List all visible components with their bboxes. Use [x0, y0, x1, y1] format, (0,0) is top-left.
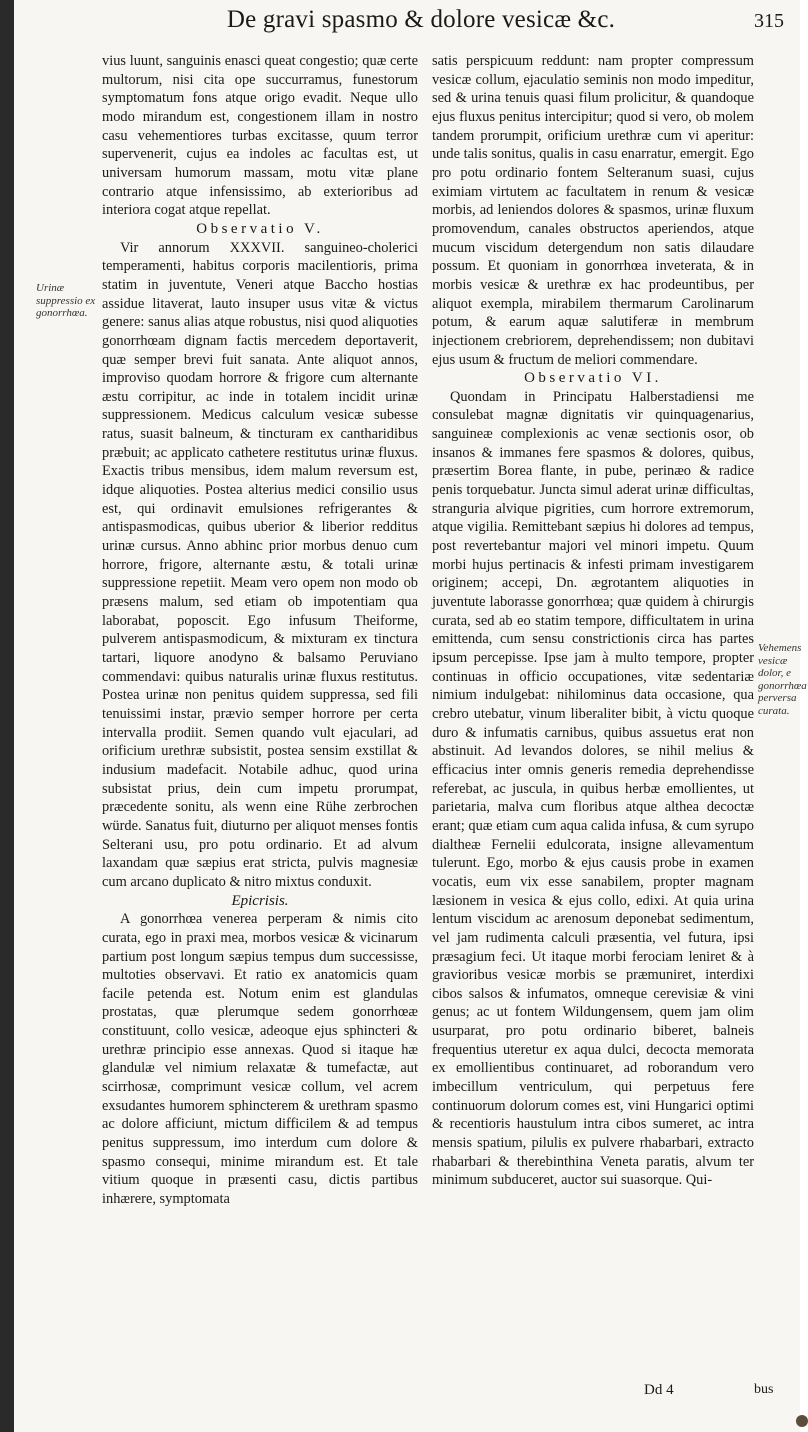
paragraph-observation-6: Quondam in Principatu Halberstadiensi me consulebat magnæ dignitatis vir quinquagenarius, sanguineæ complexionis ac venæ sectionis osor, ob insanos & immanes fere spasmos & dolores, quibus, præsertim Borea flante, in pube, perinæo & radice penis torquebatur. Juncta simul aderat urinæ difficultas, stranguria alvique pigrities, cum horrore extremorum, atque vigilia. Remittebant sæpius hi dolores ad tempus, post revertebantur majori vel minori impetu. Quum morbi hujus pertinacis & infesti primam investigarem originem; accepi, Dn. ægrotantem aliquoties in juventute laborasse gonorrhœa; quæ quidem à chirurgis curata, sed ab eo statim tempore, difficultatem in urina emittenda, cum sensu constrictionis circa has partes ipsum percepisse. Ipse jam à multo tempore, propter continuas in officio occupationes, vitæ sedentariæ nimium indulgebat: nihilominus data occasione, qua crebro utebatur, vinum liberaliter bibit, à victu quoque duro & infumatis carnibus, quibus assuetus erat non abstinuit. Ad levandos dolores, se nihil melius & efficacius inter omnis generis remedia deprehendisse referebat, ac jusculа, in quibus herbæ emollientes, ut parietaria, malva cum floribus atque althea decoctæ erant; quæ etiam cum aqua calida infusa, & cum syrupo dialtheæ Fernelii edulcorata, insigne allevamentum tulerunt. Ego, morbo & ejus causis probe in examen vocatis, eum vix esse sanabilem, propter magnam læsionem in vesica & ejus collo, edixi. At quia urina lentum viscidum ac arenosum deponebat sedimentum, vel jam rudimenta calculi præsentia, vel futura, ipsi præsagium feci. Ut itaque morbi ferociam leniret & à gravioribus vesicæ morbis se præmuniret, interdixi cibos salsos & infumatos, omneque cerevisiæ & vini genus; ac ut fontem Wildungensem, quem jam olim usurparat, pro potu ordinario biberet, balneis frequentius uteretur ex aqua dulci, decocta memorata ex emollientibus continuaret, ad roborandum vero imbecillum ventriculum, qui perpetuus fere continuorum dolorum comes est, vini Hungarici optimi & recentioris haustulum intra cibos sumeret, ac intra mensis spatium, pilulis ex pulvere rhabarbari, extracto rhabarbari & therebinthina Veneta paratis, alvum ter minimum subduceret, auctor sui suasorque. Qui- [432, 388, 754, 1189]
paragraph-observation-5: Vir annorum XXXVII. sanguineo-cholerici temperamenti, habitus corporis macilentioris, prima statim in juventute, Veneri atque Baccho hostias assidue litaverat, lauto insuper usus vitæ & victus genere: sanus alias atque robustus, nisi quod aliquoties gonorrhœam dignam factis mercedem deportaverit, quæ semper brevi fuit sanata. Ante aliquot annos, improviso quodam horrore & frigore cum alternante æstu corripitur, ac inde in totalem incidit urinæ suppressionem. Medicus calculum vesicæ subesse ratus, suasit balneum, & tincturam ex cantharidibus præbuit; ac applicato cathetere restitutus urinæ fluxus. Exactis tribus mensibus, idem malum reversum est, idque aliquoties. Postea alterius medici consilio usus est, qui ordinavit emulsiones refrigerantes & antispasmodicas, quibus uberior & liberior redditus urinæ cursus. Anno abhinc prior morbus denuo cum horrore, frigore, alternante æstu, & totali urinæ suppressione repetiit. Meam vero opem non modo ob præsens malum, sed etiam ob impotentiam qua laborabat, poposcit. Ego infusum Theiforme, pulverem antispasmodicum, & mixturam ex tinctura tartari, liquore anodyno & balsamo Peruviano commendavi: quibus naturalis urinæ fluxus restitutus. Postea urinæ non penitus quidem suppressa, sed fili tenuissimi instar, prævio semper horrore per certa intervalla prodiit. Semen quando vult ejaculari, ad orificium urethræ subsistit, postea sensim exstillat & indusium madefacit. Notabile adhuc, quod urina subsistat prius, dein cum impetu prorumpat, præcedente sonitu, als wenn eine Rühe zerbrochen würde. Sanatus fuit, diuturno per aliquot menses fontis Selterani usu, pro potu ordinario. Et ad alvum laxandam quæ sæpius erat stricta, pulvis magnesiæ cum arcano duplicato & nitro mixtus conduxit. [102, 239, 418, 890]
catchword: bus [754, 1382, 774, 1397]
running-header [104, 6, 784, 46]
margin-note-right: Vehemens vesicæ dolor, e gonorrhœa perversa curata. [758, 642, 807, 717]
paragraph-continuation: satis perspicuum reddunt: nam propter compressum vesicæ collum, ejaculatio seminis non modo impeditur, sed & urina tenuis quasi filum prolicitur, & quandoque ejus fluxus penitus intercipitur; quod si vero, ob molem tandem prorumpit, orificium urethræ cum vi aperitur: unde talis sonitus, qualis in casu enarratur, emergit. Ego pro potu ordinario fontem Selteranum suasi, cujus eximiam virtutem ac facultatem in renum & vesicæ morbis, ad leniendos dolores & spasmos, urinæ fluxum promovendum, canales obstructos aperiendos, atque mucum viscidum detergendum non satis dilaudare possum. Et quoniam in gonorrhœa inveterata, & in morbis vesicæ & urethræ ex hac prodeuntibus, per aliquot exempla, mirabilem thermarum Carolinarum potum, & earum aquæ salutiferæ in membrum injectionem crebriorem, deprehendissem; non dubitavi ejus usum & fructum de meliori commendare. [432, 53, 754, 368]
running-title: De gravi spasmo & dolore vesicæ &c. [226, 6, 616, 33]
page-number: 315 [754, 10, 784, 32]
margin-note-left: Urinæ suppressio ex gonorrhœa. [36, 282, 96, 319]
right-column [432, 52, 754, 1190]
epicrisis-heading: Epicrisis. [231, 892, 289, 909]
left-column [102, 52, 418, 1209]
signature-mark: Dd 4 [644, 1382, 674, 1398]
observation-5-heading: Observatio V. [196, 220, 324, 237]
ink-blot [796, 1415, 808, 1427]
observation-6-heading: Observatio VI. [524, 370, 662, 387]
paragraph-epicrisis: A gonorrhœa venerea perperam & nimis cito curata, ego in praxi mea, morbos vesicæ & vicinarum partium post longum sæpius tempus dum successisse, multoties observavi. Et ratio ex anatomicis quam facile petenda est. Notum enim est glandulas prostatas, quæ plerumque sedem gonorrhœæ constituunt, collo vesicæ, adeoque ejus sphincteri & urethræ principio esse annexas. Quod si itaque hæ glandulæ vel nimium relaxatæ & tumefactæ, aut scirrhosæ, comprimunt vesicæ collum, vel acrem exsudantes humorem sphincterem & urethram spasmo ac dolore afficiunt, mictum difficilem & ad tempus penitus suppressum, imo interdum cum dolore & spasmo consequi, minime mirandum est. Et tale vitium quoque in præsenti casu, dictis partibus inhærere, symptomata [102, 911, 418, 1208]
paragraph-intro: vius luunt, sanguinis enasci queat congestio; quæ certe multorum, nisi cita ope succurramus, funestorum symptomatum fons atque origo evadit. Neque ullo modo mirandum est, congestionem illam in nostro casu vehementiores turbas excitasse, quum terror supervenerit, cujus ea indoles ac facultas est, ut universam humorum massam, motu vitæ plane contrario atque infensissimo, ab exterioribus ad interiora cogat atque repellat. [102, 53, 418, 219]
